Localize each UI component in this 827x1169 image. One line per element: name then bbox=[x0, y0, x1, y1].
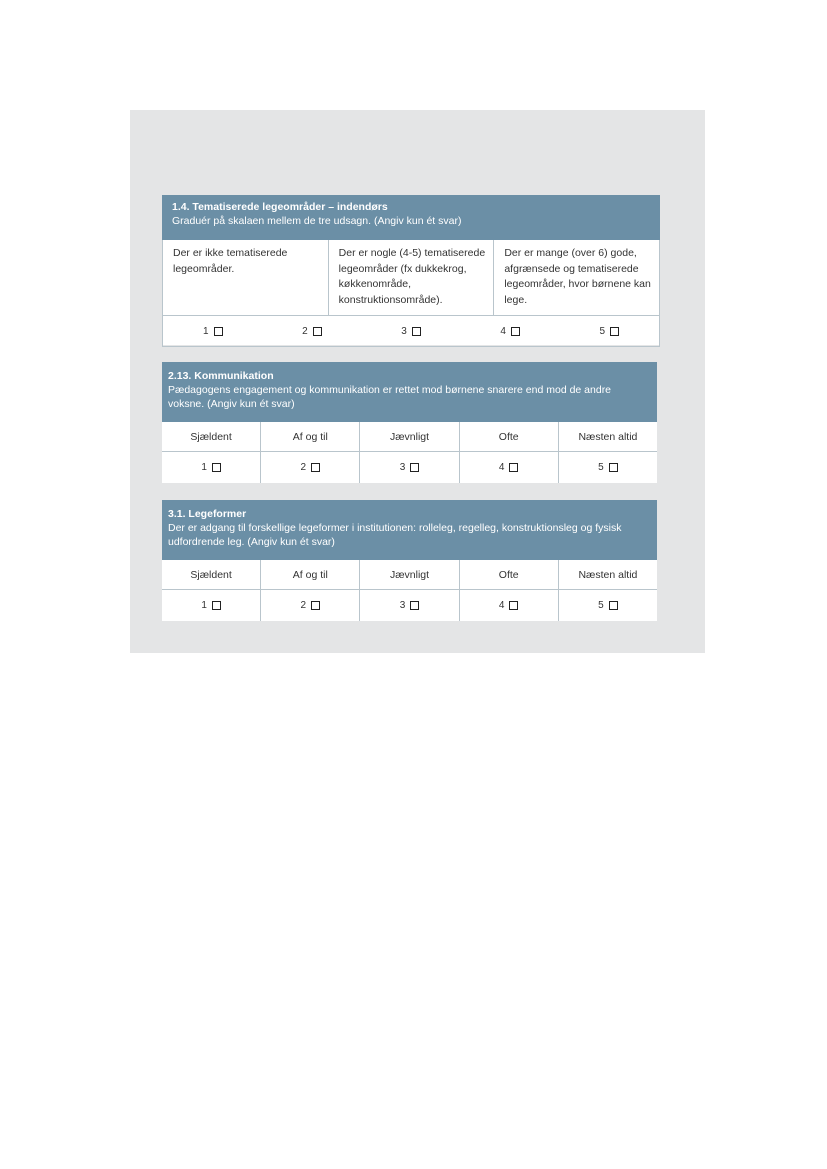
scale-label: Jævnligt bbox=[359, 560, 458, 590]
scale-labels-row bbox=[162, 560, 657, 590]
scale-labels-row bbox=[162, 422, 657, 452]
answer-option-4[interactable] bbox=[459, 590, 558, 621]
checkbox[interactable] bbox=[212, 463, 221, 472]
scale-label: Næsten altid bbox=[558, 422, 657, 452]
question-instructions: Graduér på skalaen mellem de tre udsagn. (Angiv kun ét svar) bbox=[172, 215, 462, 227]
statement-low: Der er ikke tematiserede legeområder. bbox=[162, 240, 328, 315]
answer-option-1[interactable] bbox=[162, 590, 260, 621]
option-number: 5 bbox=[599, 325, 605, 337]
answer-option-4[interactable] bbox=[500, 326, 520, 337]
answer-row bbox=[162, 452, 657, 483]
checkbox[interactable] bbox=[410, 601, 419, 610]
option-number: 2 bbox=[302, 325, 308, 337]
option-number: 1 bbox=[201, 600, 207, 611]
option-number: 4 bbox=[500, 325, 506, 337]
option-number: 1 bbox=[201, 462, 207, 473]
checkbox[interactable] bbox=[311, 601, 320, 610]
checkbox[interactable] bbox=[509, 463, 518, 472]
card-header bbox=[162, 362, 657, 422]
answer-option-2[interactable] bbox=[260, 590, 359, 621]
answer-option-2[interactable] bbox=[302, 326, 322, 337]
card-header bbox=[162, 195, 660, 240]
answer-option-3[interactable] bbox=[359, 590, 458, 621]
answer-option-5[interactable] bbox=[558, 590, 657, 621]
scale-label: Ofte bbox=[459, 560, 558, 590]
statement-high: Der er mange (over 6) gode, afgrænsede og tematiserede legeområder, hvor børnene kan lege. bbox=[493, 240, 660, 315]
option-number: 3 bbox=[399, 600, 406, 611]
checkbox[interactable] bbox=[609, 601, 618, 610]
question-title: 3.1. Legeformer bbox=[168, 508, 247, 520]
option-number: 4 bbox=[498, 600, 505, 611]
question-title: 1.4. Tematiserede legeområder – indendørs bbox=[172, 201, 388, 213]
answer-row bbox=[162, 316, 660, 347]
option-number: 2 bbox=[300, 462, 307, 473]
option-number: 5 bbox=[598, 462, 604, 473]
answer-option-2[interactable] bbox=[260, 452, 359, 483]
scale-label: Sjældent bbox=[162, 560, 260, 590]
answer-option-5[interactable] bbox=[599, 326, 619, 337]
answer-row bbox=[162, 590, 657, 621]
option-number: 5 bbox=[598, 600, 604, 611]
answer-option-1[interactable] bbox=[162, 452, 260, 483]
question-title: 2.13. Kommunikation bbox=[168, 370, 274, 382]
checkbox[interactable] bbox=[511, 327, 520, 336]
checkbox[interactable] bbox=[509, 601, 518, 610]
scale-label: Sjældent bbox=[162, 422, 260, 452]
question-instructions: Pædagogens engagement og kommunikation er rettet mod børnene snarere end mod de andre voksne. (Angiv kun ét svar) bbox=[168, 384, 612, 410]
scale-label: Ofte bbox=[459, 422, 558, 452]
statement-mid: Der er nogle (4-5) tematiserede legeområder (fx dukkekrog, køkkenområde, konstruktionsområde). bbox=[328, 240, 494, 315]
scale-label: Jævnligt bbox=[359, 422, 458, 452]
answer-option-5[interactable] bbox=[558, 452, 657, 483]
scale-label: Af og til bbox=[260, 560, 359, 590]
card-header bbox=[162, 500, 657, 560]
question-card-3-1 bbox=[162, 500, 657, 621]
option-number: 3 bbox=[401, 325, 407, 337]
option-number: 3 bbox=[399, 462, 406, 473]
question-card-2-13 bbox=[162, 362, 657, 483]
answer-option-3[interactable] bbox=[401, 326, 421, 337]
checkbox[interactable] bbox=[313, 327, 322, 336]
checkbox[interactable] bbox=[610, 327, 619, 336]
checkbox[interactable] bbox=[412, 327, 421, 336]
answer-option-1[interactable] bbox=[203, 326, 223, 337]
option-number: 1 bbox=[203, 325, 209, 337]
statement-grid bbox=[162, 240, 660, 316]
question-instructions: Der er adgang til forskellige legeformer i institutionen: rolleleg, regelleg, konstruktionsleg og fysisk udfordrende leg. (Angiv kun ét svar) bbox=[168, 522, 622, 548]
scale-label: Af og til bbox=[260, 422, 359, 452]
checkbox[interactable] bbox=[609, 463, 618, 472]
option-number: 4 bbox=[498, 462, 505, 473]
answer-option-4[interactable] bbox=[459, 452, 558, 483]
checkbox[interactable] bbox=[212, 601, 221, 610]
answer-option-3[interactable] bbox=[359, 452, 458, 483]
question-card-1-4 bbox=[162, 195, 660, 345]
scale-label: Næsten altid bbox=[558, 560, 657, 590]
checkbox[interactable] bbox=[311, 463, 320, 472]
option-number: 2 bbox=[300, 600, 307, 611]
checkbox[interactable] bbox=[214, 327, 223, 336]
checkbox[interactable] bbox=[410, 463, 419, 472]
